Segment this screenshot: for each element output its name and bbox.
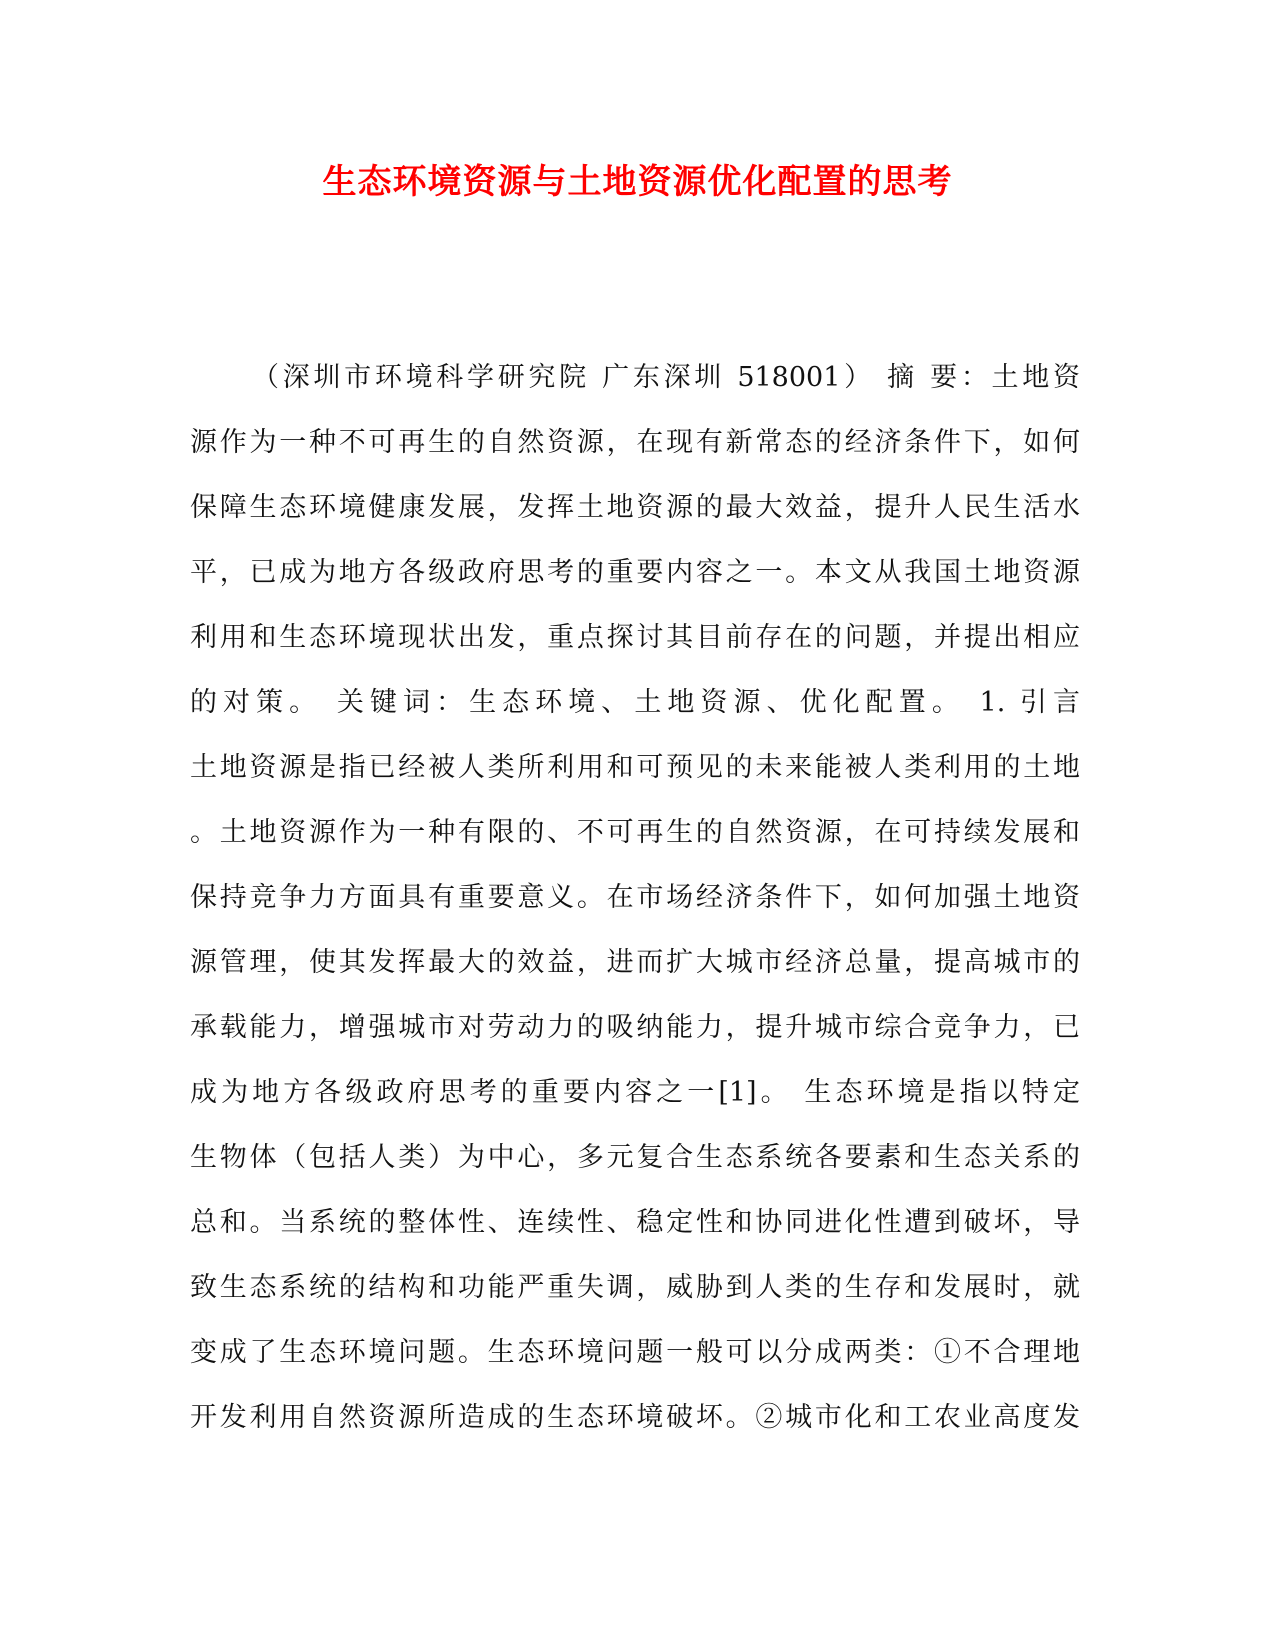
body-line: 成为地方各级政府思考的重要内容之一[1]。 生态环境是指以特定 (190, 1077, 1080, 1108)
body-line: 总和。当系统的整体性、连续性、稳定性和协同进化性遭到破坏，导 (190, 1207, 1080, 1238)
body-line: 生物体（包括人类）为中心，多元复合生态系统各要素和生态关系的 (190, 1142, 1080, 1173)
body-line: 致生态系统的结构和功能严重失调，威胁到人类的生存和发展时，就 (190, 1272, 1080, 1303)
body-line: 平，已成为地方各级政府思考的重要内容之一。本文从我国土地资源 (190, 557, 1080, 588)
body-line: 源作为一种不可再生的自然资源，在现有新常态的经济条件下，如何 (190, 427, 1080, 458)
body-line: 开发利用自然资源所造成的生态环境破坏。②城市化和工农业高度发 (190, 1402, 1080, 1433)
body-line: （深圳市环境科学研究院 广东深圳 518001） 摘 要：土地资 (252, 362, 1080, 393)
body-line: 源管理，使其发挥最大的效益，进而扩大城市经济总量，提高城市的 (190, 947, 1080, 978)
body-line: 。土地资源作为一种有限的、不可再生的自然资源，在可持续发展和 (190, 817, 1080, 848)
body-line: 变成了生态环境问题。生态环境问题一般可以分成两类：①不合理地 (190, 1337, 1080, 1368)
document-body (190, 345, 1080, 1450)
body-line: 利用和生态环境现状出发，重点探讨其目前存在的问题，并提出相应 (190, 622, 1080, 653)
body-line: 保持竞争力方面具有重要意义。在市场经济条件下，如何加强土地资 (190, 882, 1080, 913)
body-line: 保障生态环境健康发展，发挥土地资源的最大效益，提升人民生活水 (190, 492, 1080, 523)
body-line: 的对策。 关键词：生态环境、土地资源、优化配置。 1. 引言 (190, 687, 1080, 718)
body-line: 土地资源是指已经被人类所利用和可预见的未来能被人类利用的土地 (190, 752, 1080, 783)
body-line: 承载能力，增强城市对劳动力的吸纳能力，提升城市综合竞争力，已 (190, 1012, 1080, 1043)
document-title: 生态环境资源与土地资源优化配置的思考 (322, 162, 953, 202)
